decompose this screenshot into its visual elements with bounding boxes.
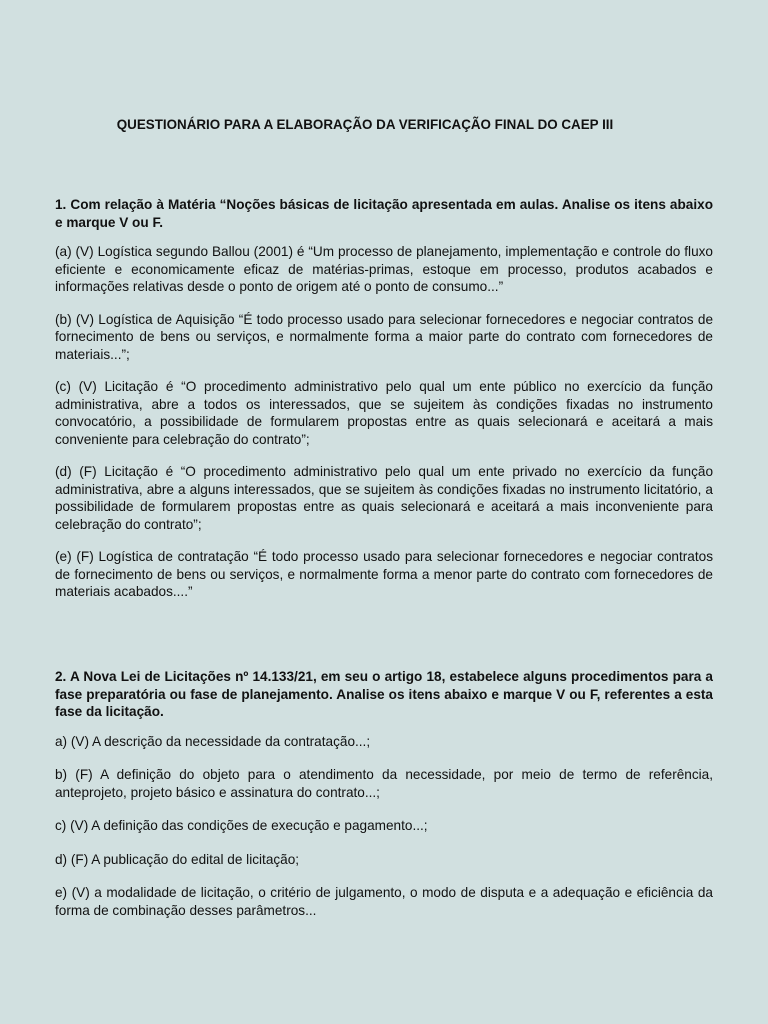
- question-1-item-a: (a) (V) Logística segundo Ballou (2001) é “Um processo de planejamento, implementação e controle do fluxo eficiente e economicamente eficaz de matérias-primas, estoque em processo, produtos acabados e informações relativas desde o ponto de origem até o ponto de consumo...”: [55, 244, 713, 294]
- question-2-item-e: e) (V) a modalidade de licitação, o critério de julgamento, o modo de disputa e a adequação e eficiência da forma de combinação desses parâmetros...: [55, 885, 713, 918]
- question-1-item-b: (b) (V) Logística de Aquisição “É todo processo usado para selecionar fornecedores e negociar contratos de fornecimento de bens ou serviços, e normalmente forma a maior parte do contrato com fornecedores de materiais...”;: [55, 311, 713, 362]
- question-2-item-c: c) (V) A definição das condições de execução e pagamento...;: [55, 818, 428, 833]
- question-2-item-b: b) (F) A definição do objeto para o atendimento da necessidade, por meio de termo de referência, anteprojeto, projeto básico e assinatura do contrato...;: [55, 767, 713, 800]
- question-2-item-a: a) (V) A descrição da necessidade da contratação...;: [55, 733, 371, 749]
- question-2-item-d: d) (F) A publicação do edital de licitação;: [55, 851, 300, 867]
- document-title: QUESTIONÁRIO PARA A ELABORAÇÃO DA VERIFICAÇÃO FINAL DO CAEP III: [116, 117, 614, 132]
- question-1-item-c: (c) (V) Licitação é “O procedimento administrativo pelo qual um ente público no exercício da função administrativa, abre a todos os interessados, que se sujeitem às condições fixadas no instrumento convocatório, a possibilidade de formularem propostas entre as quais selecionará e aceitará a mais conveniente para celebração do contrato”;: [55, 379, 713, 447]
- question-1-item-e: (e) (F) Logística de contratação “É todo processo usado para selecionar fornecedores e negociar contratos de fornecimento de bens ou serviços, e normalmente forma a menor parte do contrato com fornecedores de materiais acabados....”: [55, 549, 713, 599]
- question-2: [55, 668, 713, 935]
- question-1: [55, 196, 713, 616]
- question-2-heading: 2. A Nova Lei de Licitações nº 14.133/21, em seu o artigo 18, estabelece alguns procedimentos para a fase preparatória ou fase de planejamento. Analise os itens abaixo e marque V ou F, referentes a esta fase da licitação.: [55, 669, 713, 719]
- question-1-item-d: (d) (F) Licitação é “O procedimento administrativo pelo qual um ente privado no exercício da função administrativa, abre a alguns interessados, que se sujeitem às condições fixadas no instrumento licitatório, a possibilidade de formularem propostas entre as quais selecionará e aceitará a mais inconveniente para celebração do contrato”;: [55, 464, 713, 532]
- question-1-heading: 1. Com relação à Matéria “Noções básicas de licitação apresentada em aulas. Analise os itens abaixo e marque V ou F.: [55, 197, 713, 230]
